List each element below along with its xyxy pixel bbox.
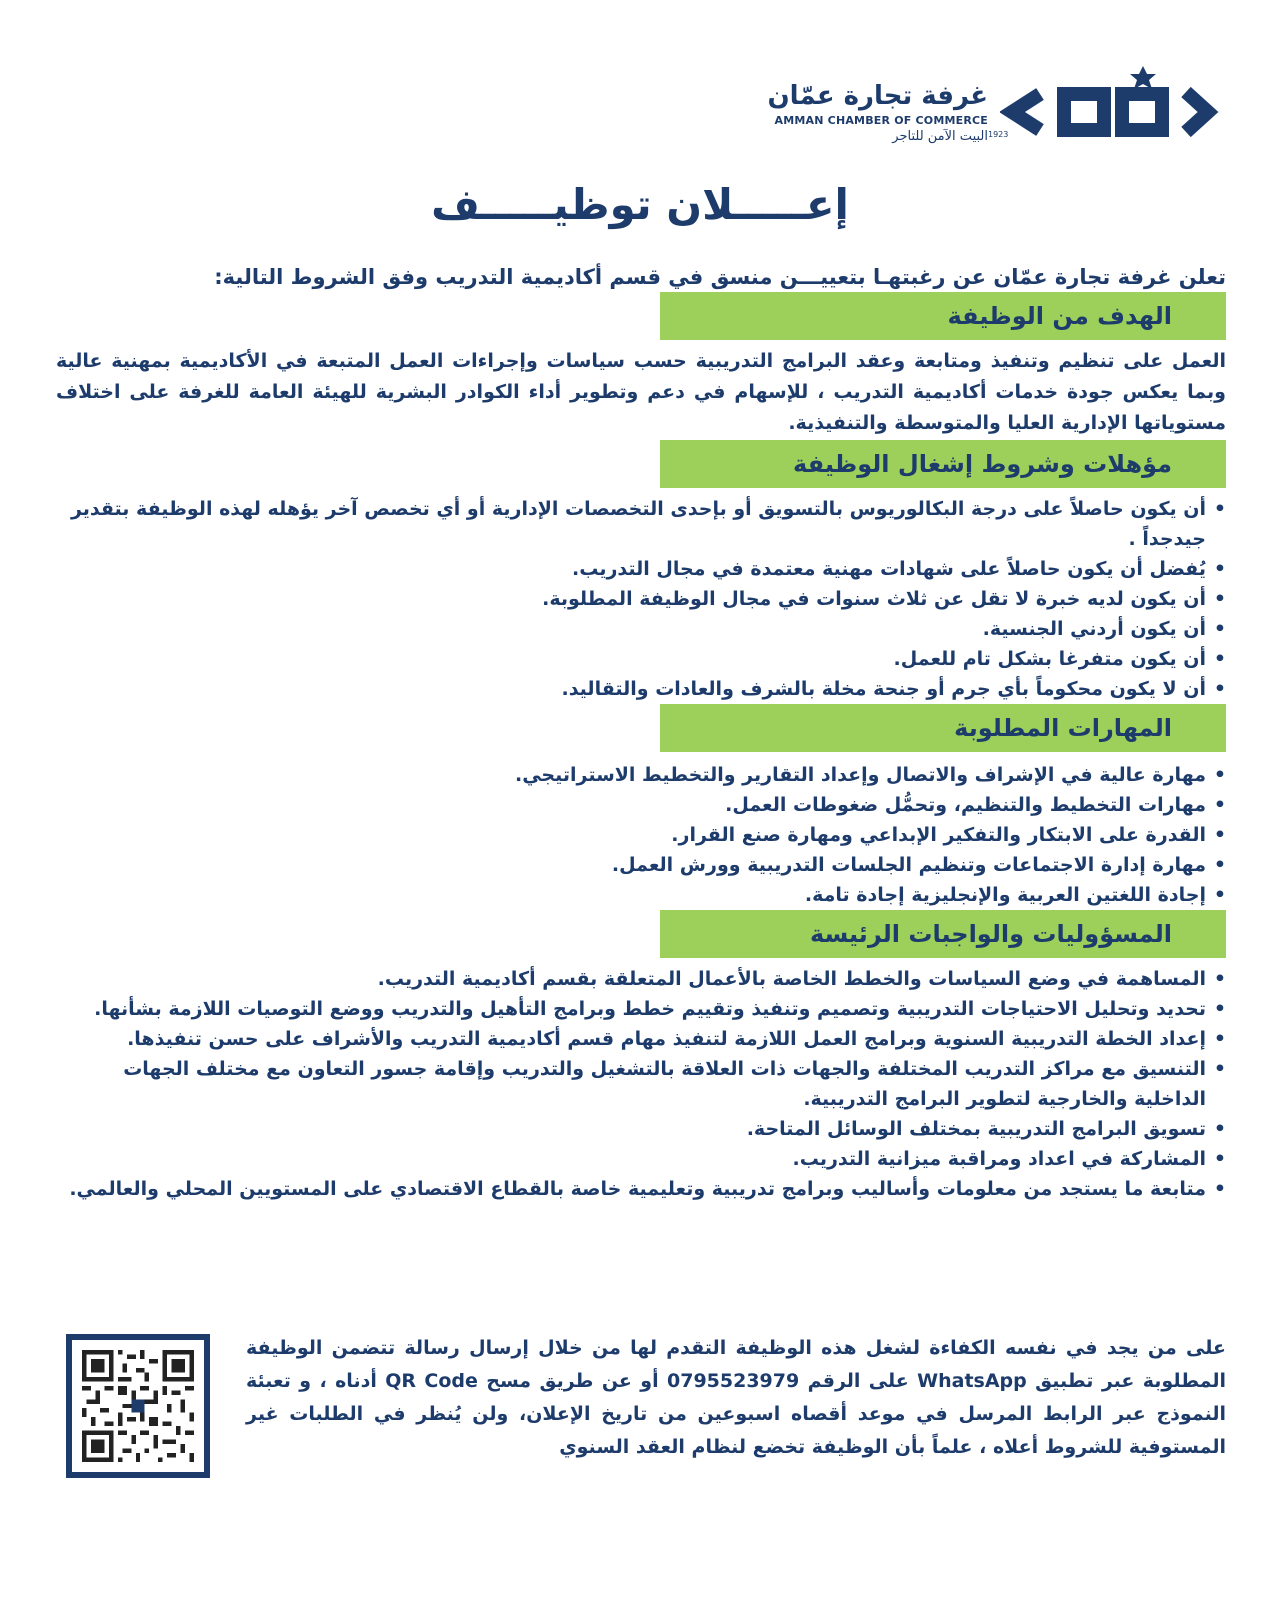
goal-paragraph: العمل على تنظيم وتنفيذ ومتابعة وعقد البرامج التدريبية حسب سياسات وإجراءات العمل المتبعة في الأكاديمية بمهنية عالية وبما يعكس جودة خدمات أكاديمية التدريب ، للإسهام في دعم وتطوير أداء الكوادر البشرية للهيئة العامة للغرفة على اختلاف مستوياتها الإدارية العليا والمتوسطة والتنفيذية. [56,350,1226,434]
list-item: • إعداد الخطة التدريبية السنوية وبرامج العمل اللازمة لتنفيذ مهام قسم أكاديمية التدريب والأشراف على حسن تنفيذها. [56,1024,1206,1054]
list-item: • مهارات التخطيط والتنظيم، وتحمُّل ضغوطات العمل. [56,790,1206,820]
list-item: • إجادة اللغتين العربية والإنجليزية إجادة تامة. [56,880,1206,910]
section-heading-goal: الهدف من الوظيفة [660,292,1226,340]
list-item: • مهارة إدارة الاجتماعات وتنظيم الجلسات التدريبية وورش العمل. [56,850,1206,880]
qualifications-list [56,494,1226,704]
list-item: • مهارة عالية في الإشراف والاتصال وإعداد التقارير والتخطيط الاستراتيجي. [56,760,1206,790]
list-item: • أن يكون لديه خبرة لا تقل عن ثلاث سنوات في مجال الوظيفة المطلوبة. [56,584,1206,614]
list-item: • أن يكون أردني الجنسية. [56,614,1206,644]
qr-code-frame[interactable] [66,1334,210,1478]
skills-list [56,760,1226,910]
list-item: • التنسيق مع مراكز التدريب المختلفة والجهات ذات العلاقة بالتشغيل والتدريب وإقامة جسور التعاون مع مختلف الجهات الداخلية والخارجية لتطوير البرامج التدريبية. [56,1054,1206,1114]
section-heading-duties: المسؤوليات والواجبات الرئيسة [660,910,1226,958]
org-tagline: البيت الآمن للتاجر [892,129,988,144]
org-name-block [767,80,988,144]
page-title: إعـــــلان توظيـــــف [431,180,849,229]
section-heading-skills: المهارات المطلوبة [660,704,1226,752]
org-name-english: AMMAN CHAMBER OF COMMERCE [774,114,988,127]
application-instructions: على من يجد في نفسه الكفاءة لشغل هذه الوظيفة التقدم لها من خلال إرسال رسالة تتضمن الوظيفة المطلوبة عبر تطبيق WhatsApp على الرقم 0795523979 أو عن طريق مسح QR Code أدناه ، و تعبئة النموذج عبر الرابط المرسل في موعد أقصاه اسبوعين من تاريخ الإعلان، ولن يُنظر في الطلبات غير المستوفية للشروط أعلاه ، علماً بأن الوظيفة تخضع لنظام العقد السنوي [246,1337,1226,1458]
list-item: • أن يكون حاصلاً على درجة البكالوريوس بالتسويق أو بإحدى التخصصات الإدارية أو أي تخصص آخر يؤهله لهذه الوظيفة بتقدير جيدجداً . [56,494,1206,554]
list-item: • القدرة على الابتكار والتفكير الإبداعي ومهارة صنع القرار. [56,820,1206,850]
list-item: • تحديد وتحليل الاحتياجات التدريبية وتصميم وتنفيذ وتقييم خطط وبرامج التأهيل والتدريب ووضع التوصيات اللازمة بشأنها. [56,994,1206,1024]
list-item: • أن لا يكون محكوماً بأي جرم أو جنحة مخلة بالشرف والعادات والتقاليد. [56,674,1206,704]
qr-code-icon[interactable] [82,1350,194,1462]
duties-list [56,964,1226,1204]
amman-logo-icon [1000,64,1222,142]
list-item: • أن يكون متفرغا بشكل تام للعمل. [56,644,1206,674]
list-item: • تسويق البرامج التدريبية بمختلف الوسائل المتاحة. [56,1114,1206,1144]
section-heading-qualifications: مؤهلات وشروط إشغال الوظيفة [660,440,1226,488]
founding-year: 1923 [988,130,1009,139]
list-item: • متابعة ما يستجد من معلومات وأساليب وبرامج تدريبية وتعليمية خاصة بالقطاع الاقتصادي على المستويين المحلي والعالمي. [56,1174,1206,1204]
org-name-arabic: غرفة تجارة عمّان [767,81,988,111]
intro-text: تعلن غرفة تجارة عمّان عن رغبتهـا بتعييـــن منسق في قسم أكاديمية التدريب وفق الشروط التالية: [214,265,1226,289]
list-item: • المساهمة في وضع السياسات والخطط الخاصة بالأعمال المتعلقة بقسم أكاديمية التدريب. [56,964,1206,994]
list-item: • المشاركة في اعداد ومراقبة ميزانية التدريب. [56,1144,1206,1174]
list-item: • يُفضل أن يكون حاصلاً على شهادات مهنية معتمدة في مجال التدريب. [56,554,1206,584]
